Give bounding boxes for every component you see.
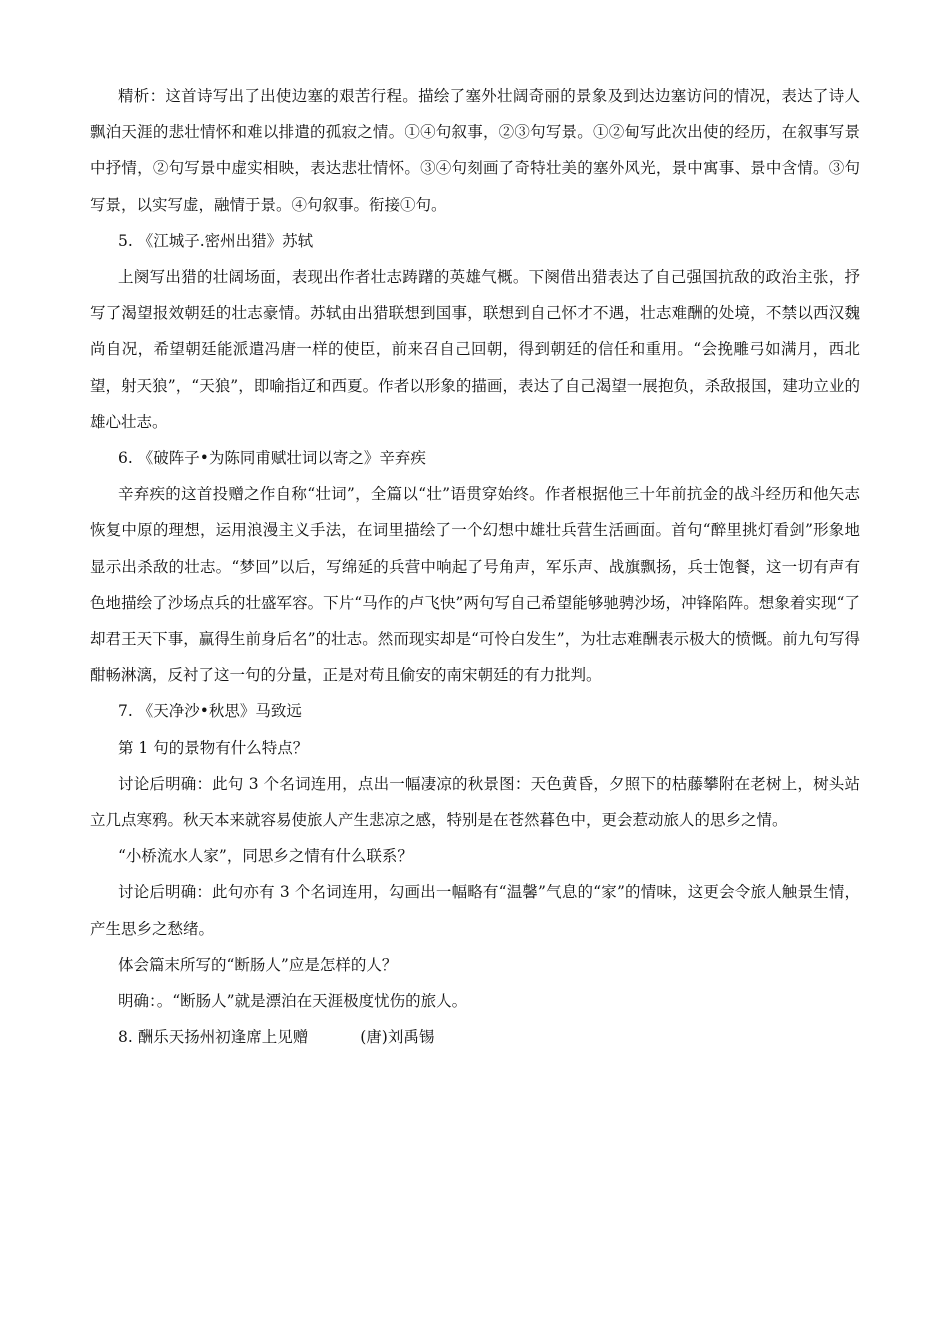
question-2: “小桥流水人家”，同思乡之情有什么联系？ (118, 847, 413, 866)
answer-2: 讨论后明确：此句亦有 3 个名词连用，勾画出一幅略有“温馨”气息的“家”的情味，这更会令旅人触景生情，产生思乡之愁绪。 (90, 883, 860, 938)
answer-1: 讨论后明确：此句 3 个名词连用，点出一幅凄凉的秋景图：天色黄昏，夕照下的枯藤攀附在老树上，树头站立几点寒鸦。秋天本来就容易使旅人产生悲凉之感，特别是在苍然暮色中，更会惹动旅人的思乡之情。 (90, 774, 860, 830)
heading-poem-6: 6. 《破阵子•为陈同甫赋壮词以寄之》辛弃疾 (118, 449, 426, 468)
document-body (90, 78, 860, 1055)
heading-poem-8-title: 8. 酬乐天扬州初逢席上见赠 (118, 1028, 309, 1047)
question-1: 第 1 句的景物有什么特点？ (118, 738, 309, 757)
heading-poem-8 (118, 1019, 860, 1055)
paragraph-poem-5: 上阕写出猎的壮阔场面，表现出作者壮志踌躇的英雄气概。下阕借出猎表达了自己强国抗敌的政治主张，抒写了渴望报效朝廷的壮志豪情。苏轼由出猎联想到国事，联想到自己怀才不遇，壮志难酬的处境，不禁以西汉魏尚自况，希望朝廷能派遣冯唐一样的使臣，前来召自己回朝，得到朝廷的信任和重用。“会挽雕弓如满月，西北望，射天狼”，“天狼”，即喻指辽和西夏。作者以形象的描画，表达了自己渴望一展抱负，杀敌报国，建功立业的雄心壮志。 (90, 268, 860, 431)
paragraph-poem-6: 辛弃疾的这首投赠之作自称“壮词”，全篇以“壮”语贯穿始终。作者根据他三十年前抗金的战斗经历和他矢志恢复中原的理想，运用浪漫主义手法，在词里描绘了一个幻想中雄壮兵营生活画面。首句“醉里挑灯看剑”形象地显示出杀敌的壮志。“梦回”以后，写绵延的兵营中响起了号角声，军乐声、战旗飘扬，兵士饱餐，这一切有声有色地描绘了沙场点兵的壮盛军容。下片“马作的卢飞快”两句写自己希望能够驰骋沙场，冲锋陷阵。想象着实现“了却君王天下事，赢得生前身后名”的壮志。然而现实却是“可怜白发生”，为壮志难酬表示极大的愤慨。前九句写得酣畅淋漓，反衬了这一句的分量，正是对苟且偷安的南宋朝廷的有力批判。 (90, 485, 860, 685)
question-3: 体会篇末所写的“断肠人”应是怎样的人？ (118, 955, 398, 974)
heading-poem-7: 7. 《天净沙•秋思》马致远 (118, 702, 302, 721)
answer-3: 明确：。“断肠人”就是漂泊在天涯极度忧伤的旅人。 (118, 992, 468, 1011)
paragraph-analysis: 精析：这首诗写出了出使边塞的艰苦行程。描绘了塞外壮阔奇丽的景象及到达边塞访问的情况，表达了诗人飘泊天涯的悲壮情怀和难以排遣的孤寂之情。①④句叙事，②③句写景。①②甸写此次出使的经历，在叙事写景中抒情，②句写景中虚实相映，表达悲壮情怀。③④句刻画了奇特壮美的塞外风光，景中寓事、景中含情。③句写景，以实写虚，融情于景。④句叙事。衔接①句。 (90, 87, 860, 214)
heading-poem-8-author: (唐)刘禹锡 (360, 1028, 435, 1047)
heading-poem-5: 5. 《江城子.密州出猎》苏轼 (118, 231, 314, 250)
